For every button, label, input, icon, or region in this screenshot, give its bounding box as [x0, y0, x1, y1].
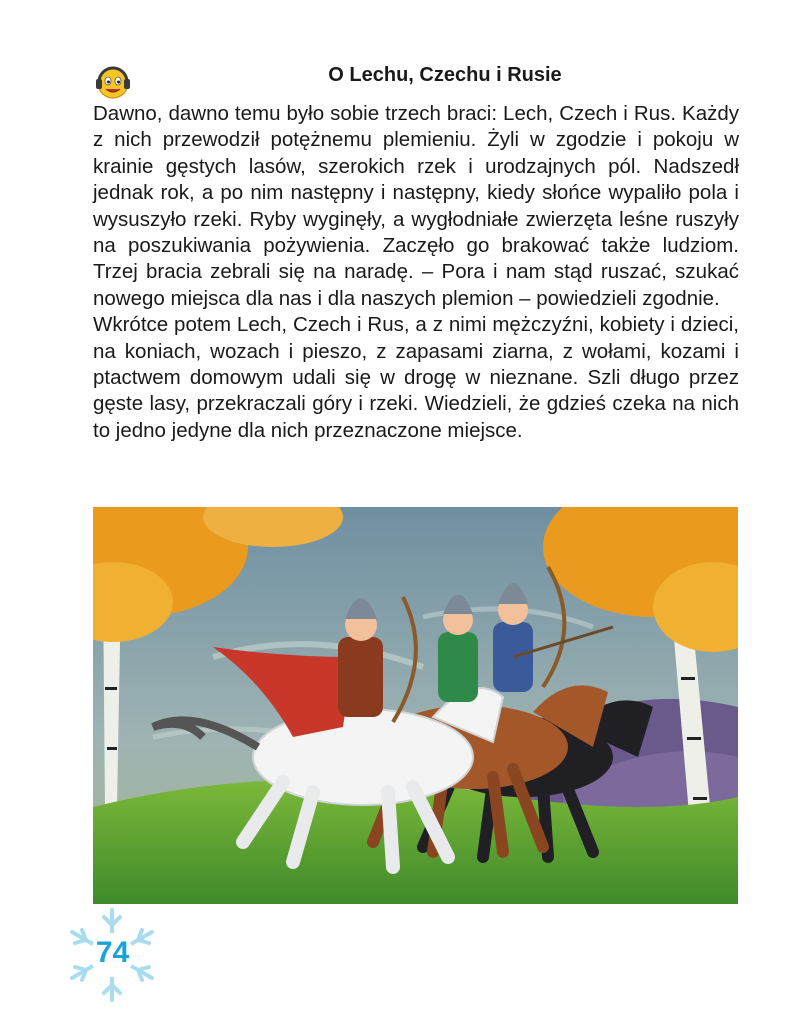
page-number: 74	[95, 936, 130, 969]
listening-emoji-icon	[93, 62, 133, 102]
illustration-three-riders	[93, 507, 738, 904]
paragraph-2: Wkrótce potem Lech, Czech i Rus, a z nimi mężczyźni, kobiety i dzieci, na koniach, wozach i pieszo, z zapasami ziarna, z wołami, kozami i ptactwem domowym udali się w drogę w nieznane. Szli długo przez gęste lasy, przekraczali góry i rzeki. Wiedzieli, że gdzieś czeka na nich to jedno jedyne dla nich przeznaczone miejsce.	[93, 313, 739, 442]
paragraph-1: Dawno, dawno temu było sobie trzech braci: Lech, Czech i Rus. Każdy z nich przewodził potężnemu plemieniu. Żyli w zgodzie i pokoju w krainie gęstych lasów, szerokich rzek i urodzajnych pól. Nadszedł jednak rok, a po nim następny i następny, kiedy słońce wypaliło pola i wysuszyło rzeki. Ryby wyginęły, a wygłodniałe zwierzęta leśne ruszyły na poszukiwania pożywienia. Zaczęło go brakować także ludziom. Trzej bracia zebrali się na naradę. – Pora i nam stąd ruszać, szukać nowego miejsca dla nas i dla naszych plemion – powiedzieli zgodnie.	[93, 102, 739, 310]
story-body	[93, 101, 739, 444]
story-title: O Lechu, Czechu i Rusie	[328, 64, 562, 86]
